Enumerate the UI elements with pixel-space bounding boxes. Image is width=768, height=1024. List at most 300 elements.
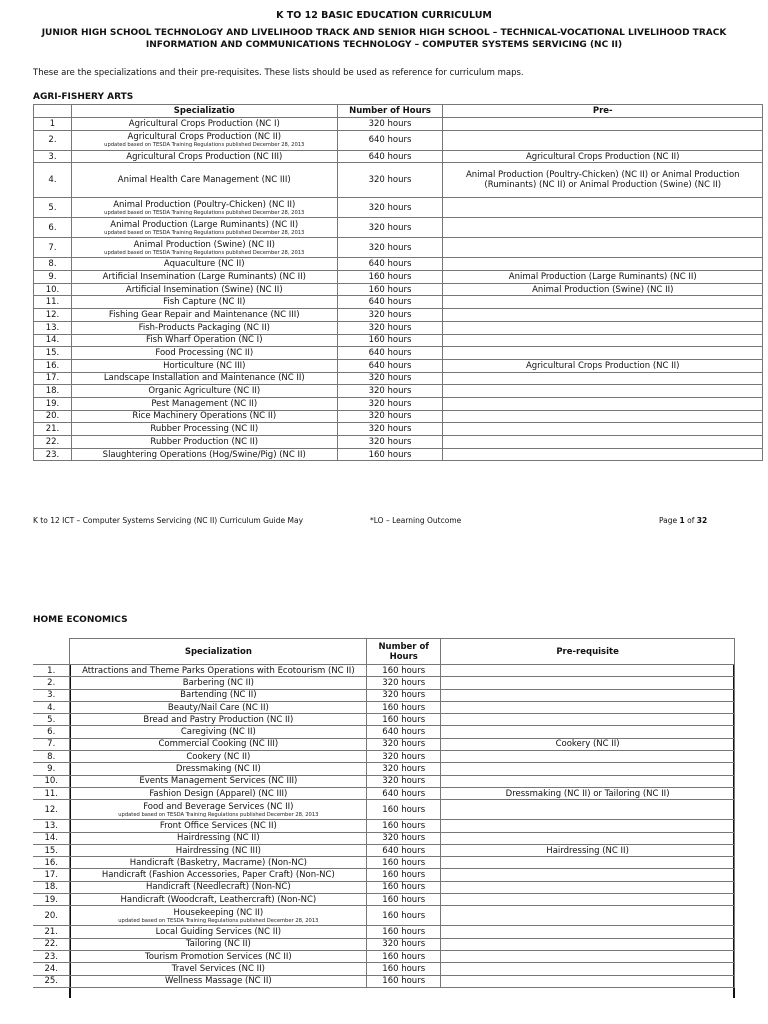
home-specialization-text: Tailoring (NC II): [185, 939, 251, 950]
subtitle-line-2: INFORMATION AND COMMUNICATIONS TECHNOLOGY – COMPUTER SYSTEMS SERVICING (NC II): [145, 39, 623, 50]
agri-cell-hours: [337, 423, 443, 436]
home-cell-number: [33, 775, 70, 787]
home-specialization-text: Local Guiding Services (NC II): [155, 926, 282, 937]
home-row: [33, 738, 735, 750]
home-hours-text: 640 hours: [382, 727, 426, 738]
agri-specialization-text: Landscape Installation and Maintenance (NC II): [103, 373, 305, 384]
agri-number-text: 9.: [48, 271, 57, 282]
agri-row: [34, 296, 763, 309]
agri-cell-hours: [337, 218, 443, 238]
agri-cell-prerequisite: [443, 296, 763, 309]
home-row: [33, 950, 735, 962]
agri-hours-text: 320 hours: [368, 222, 412, 233]
home-specialization-text: Beauty/Nail Care (NC II): [167, 702, 269, 713]
agri-row: [34, 238, 763, 258]
document-subtitle: [30, 28, 738, 51]
home-cell-hours: [367, 820, 441, 832]
home-cell-hours: [367, 832, 441, 844]
home-hours-text: 160 hours: [382, 702, 426, 713]
home-row: [33, 938, 735, 950]
home-hours-text: 320 hours: [382, 739, 426, 750]
home-cell-specialization: [70, 738, 367, 750]
agri-number-text: 6.: [48, 222, 57, 233]
agri-specialization-text: Agricultural Crops Production (NC II): [127, 132, 282, 143]
home-cell-specialization: [70, 820, 367, 832]
home-cell-number: [33, 906, 70, 926]
home-cell-prerequisite: [441, 975, 735, 987]
home-header-hours: Number of Hours: [367, 639, 441, 665]
home-specialization-text: Handicraft (Basketry, Macrame) (Non-NC): [129, 857, 307, 868]
agri-cell-number: [34, 238, 72, 258]
agri-cell-number: [34, 283, 72, 296]
home-cell-number: [33, 726, 70, 738]
agri-specialization-text: Animal Health Care Management (NC III): [117, 175, 291, 186]
agri-cell-specialization: [71, 372, 337, 385]
agri-number-text: 7.: [48, 242, 57, 253]
agri-prerequisite-text: Animal Production (Poultry-Chicken) (NC II) or Animal Production (Ruminants) (NC II) or Animal Production (Swine) (NC II): [465, 170, 740, 191]
agri-hours-text: 160 hours: [368, 271, 412, 282]
home-cell-number: [33, 975, 70, 987]
home-specialization-text: Events Management Services (NC III): [139, 776, 298, 787]
home-cell-hours: [367, 869, 441, 881]
agri-cell-hours: [337, 283, 443, 296]
home-cell-number: [33, 738, 70, 750]
home-cell-number: [33, 857, 70, 869]
agri-cell-hours: [337, 397, 443, 410]
agri-number-text: 18.: [45, 386, 60, 397]
agri-hours-text: 320 hours: [368, 411, 412, 422]
intro-text: These are the specializations and their pre-requisites. These lists should be used as reference for curriculum maps.: [33, 68, 524, 78]
agri-row: [34, 283, 763, 296]
home-cell-hours: [367, 677, 441, 689]
home-cell-prerequisite: [441, 738, 735, 750]
agri-fishery-table: [33, 104, 763, 461]
agri-specialization-text: Aquaculture (NC II): [163, 259, 245, 270]
agri-cell-number: [34, 410, 72, 423]
home-cell-specialization: [70, 894, 367, 906]
home-cell-prerequisite: [441, 950, 735, 962]
home-cell-prerequisite: [441, 665, 735, 677]
home-row: [33, 701, 735, 713]
agri-number-text: 16.: [45, 360, 60, 371]
agri-cell-hours: [337, 436, 443, 449]
home-number-text: 18.: [44, 882, 58, 893]
home-cell-prerequisite: [441, 726, 735, 738]
agri-header-specialization: Specializatio: [71, 105, 337, 118]
agri-number-text: 8.: [48, 259, 57, 270]
home-hours-text: 320 hours: [382, 776, 426, 787]
home-cell-number: [33, 701, 70, 713]
agri-heading: AGRI-FISHERY ARTS: [33, 92, 134, 102]
home-cell-specialization: [70, 787, 367, 799]
agri-cell-prerequisite: [443, 130, 763, 150]
agri-row: [34, 309, 763, 322]
agri-row: [34, 448, 763, 461]
agri-cell-prerequisite: [443, 258, 763, 271]
agri-specialization-text: Horticulture (NC III): [163, 360, 246, 371]
agri-cell-prerequisite: [443, 436, 763, 449]
home-cell-number: [33, 677, 70, 689]
home-specialization-text: Caregiving (NC II): [180, 727, 256, 738]
agri-hours-text: 640 hours: [368, 135, 412, 146]
home-hours-text: 320 hours: [382, 690, 426, 701]
agri-hours-text: 160 hours: [368, 284, 412, 295]
home-cell-prerequisite: [441, 938, 735, 950]
agri-number-text: 17.: [45, 373, 60, 384]
agri-number-text: 12.: [45, 309, 60, 320]
home-cell-hours: [367, 689, 441, 701]
agri-hours-text: 320 hours: [368, 373, 412, 384]
home-cell-specialization: [70, 726, 367, 738]
home-number-text: 13.: [44, 820, 58, 831]
home-cell-number: [33, 881, 70, 893]
agri-row: [34, 130, 763, 150]
home-cell-prerequisite: [441, 677, 735, 689]
home-row: [33, 906, 735, 926]
agri-row: [34, 321, 763, 334]
agri-cell-prerequisite: [443, 238, 763, 258]
home-hours-text: 320 hours: [382, 764, 426, 775]
home-cell-hours: [367, 665, 441, 677]
agri-cell-hours: [337, 238, 443, 258]
home-hours-text: 320 hours: [382, 677, 426, 688]
home-hours-text: 160 hours: [382, 857, 426, 868]
home-cell-specialization: [70, 665, 367, 677]
agri-cell-specialization: [71, 271, 337, 284]
agri-cell-number: [34, 163, 72, 198]
home-number-text: 17.: [44, 870, 58, 881]
agri-hours-text: 640 hours: [368, 151, 412, 162]
agri-cell-specialization: [71, 198, 337, 218]
agri-cell-specialization: [71, 218, 337, 238]
home-hours-text: 160 hours: [382, 926, 426, 937]
home-number-text: 5.: [47, 714, 56, 725]
agri-cell-number: [34, 423, 72, 436]
agri-cell-hours: [337, 198, 443, 218]
home-row: [33, 763, 735, 775]
agri-hours-text: 640 hours: [368, 259, 412, 270]
agri-specialization-text: Fish-Products Packaging (NC II): [138, 322, 270, 333]
agri-cell-specialization: [71, 118, 337, 131]
home-hours-text: 320 hours: [382, 833, 426, 844]
home-cell-specialization: [70, 714, 367, 726]
home-hours-text: 160 hours: [382, 894, 426, 905]
home-cell-prerequisite: [441, 906, 735, 926]
footer-curriculum-guide: K to 12 ICT – Computer Systems Servicing (NC II) Curriculum Guide May: [33, 516, 304, 525]
agri-cell-prerequisite: [443, 372, 763, 385]
agri-cell-hours: [337, 118, 443, 131]
agri-cell-specialization: [71, 238, 337, 258]
agri-cell-number: [34, 218, 72, 238]
home-cell-specialization: [70, 881, 367, 893]
home-hours-text: 640 hours: [382, 845, 426, 856]
home-cell-prerequisite: [441, 800, 735, 820]
home-cell-number: [33, 869, 70, 881]
agri-hours-text: 160 hours: [368, 449, 412, 460]
agri-row: [34, 198, 763, 218]
home-cell-specialization: [70, 869, 367, 881]
agri-cell-number: [34, 436, 72, 449]
home-cell-hours: [367, 701, 441, 713]
agri-cell-number: [34, 347, 72, 360]
agri-cell-prerequisite: [443, 150, 763, 163]
home-row: [33, 857, 735, 869]
agri-cell-number: [34, 271, 72, 284]
home-cell-hours: [367, 787, 441, 799]
agri-number-text: 11.: [45, 297, 60, 308]
home-cell-prerequisite: [441, 869, 735, 881]
home-cell-specialization: [70, 938, 367, 950]
home-hours-text: 160 hours: [382, 963, 426, 974]
home-number-text: 15.: [44, 845, 58, 856]
home-number-text: 11.: [44, 788, 58, 799]
home-number-text: 12.: [44, 804, 58, 815]
agri-number-text: 10.: [45, 284, 60, 295]
agri-cell-prerequisite: [443, 321, 763, 334]
home-cell-specialization: [70, 926, 367, 938]
home-cell-hours: [367, 881, 441, 893]
home-hours-text: 320 hours: [382, 939, 426, 950]
agri-hours-text: 160 hours: [368, 335, 412, 346]
home-cell-prerequisite: [441, 881, 735, 893]
home-specialization-text: Attractions and Theme Parks Operations with Ecotourism (NC II): [82, 665, 355, 676]
agri-cell-prerequisite: [443, 423, 763, 436]
agri-cell-specialization: [71, 397, 337, 410]
agri-cell-specialization: [71, 309, 337, 322]
agri-hours-text: 320 hours: [368, 309, 412, 320]
agri-update-note: updated based on TESDA Training Regulations published December 28, 2013: [104, 209, 305, 216]
agri-cell-number: [34, 296, 72, 309]
home-row: [33, 820, 735, 832]
home-row: [33, 881, 735, 893]
agri-cell-prerequisite: [443, 334, 763, 347]
home-cell-specialization: [70, 775, 367, 787]
agri-hours-text: 320 hours: [368, 424, 412, 435]
agri-prerequisite-text: Animal Production (Large Ruminants) (NC II): [508, 271, 697, 282]
home-cell-hours: [367, 963, 441, 975]
agri-specialization-text: Animal Production (Large Ruminants) (NC II): [110, 219, 299, 230]
home-cell-specialization: [70, 950, 367, 962]
home-number-text: 9.: [47, 764, 56, 775]
home-cell-number: [33, 832, 70, 844]
agri-number-text: 1: [49, 118, 56, 129]
home-number-text: 25.: [44, 976, 58, 987]
agri-cell-prerequisite: [443, 410, 763, 423]
home-specialization-text: Fashion Design (Apparel) (NC III): [149, 788, 288, 799]
agri-hours-text: 640 hours: [368, 297, 412, 308]
home-cell-prerequisite: [441, 820, 735, 832]
home-specialization-text: Food and Beverage Services (NC II): [143, 801, 294, 812]
agri-number-text: 22.: [45, 436, 60, 447]
home-specialization-text: Tourism Promotion Services (NC II): [144, 951, 292, 962]
agri-hours-text: 640 hours: [368, 348, 412, 359]
agri-cell-hours: [337, 359, 443, 372]
home-cell-hours: [367, 714, 441, 726]
home-cell-specialization: [70, 751, 367, 763]
home-number-text: 8.: [47, 751, 56, 762]
agri-cell-specialization: [71, 359, 337, 372]
home-specialization-text: Bartending (NC II): [180, 690, 257, 701]
home-specialization-text: Barbering (NC II): [182, 677, 254, 688]
agri-cell-specialization: [71, 283, 337, 296]
home-cell-specialization: [70, 689, 367, 701]
home-specialization-text: Dressmaking (NC II): [175, 764, 261, 775]
agri-row: [34, 271, 763, 284]
agri-cell-number: [34, 118, 72, 131]
agri-cell-prerequisite: [443, 448, 763, 461]
agri-row: [34, 397, 763, 410]
home-hours-text: 160 hours: [382, 910, 426, 921]
agri-specialization-text: Pest Management (NC II): [151, 398, 258, 409]
home-cell-number: [33, 894, 70, 906]
document-title: K TO 12 BASIC EDUCATION CURRICULUM: [276, 10, 492, 21]
home-cell-hours: [367, 751, 441, 763]
agri-cell-number: [34, 397, 72, 410]
home-cell-specialization: [70, 963, 367, 975]
home-row: [33, 775, 735, 787]
home-specialization-text: Wellness Massage (NC II): [165, 976, 272, 987]
home-row: [33, 677, 735, 689]
agri-number-text: 19.: [45, 398, 60, 409]
home-cell-specialization: [70, 857, 367, 869]
home-cell-hours: [367, 926, 441, 938]
agri-hours-text: 320 hours: [368, 202, 412, 213]
agri-specialization-text: Animal Production (Swine) (NC II): [133, 239, 275, 250]
agri-prerequisite-text: Animal Production (Swine) (NC II): [532, 284, 674, 295]
home-specialization-text: Front Office Services (NC II): [159, 820, 277, 831]
agri-cell-specialization: [71, 347, 337, 360]
agri-cell-prerequisite: [443, 271, 763, 284]
agri-hours-text: 320 hours: [368, 175, 412, 186]
agri-number-text: 5.: [48, 202, 57, 213]
home-cell-number: [33, 665, 70, 677]
home-number-text: 14.: [44, 833, 58, 844]
agri-prerequisite-text: Agricultural Crops Production (NC II): [525, 360, 680, 371]
home-prerequisite-text: Cookery (NC II): [555, 739, 620, 750]
agri-cell-hours: [337, 309, 443, 322]
home-row: [33, 689, 735, 701]
home-cell-specialization: [70, 763, 367, 775]
agri-specialization-text: Rubber Processing (NC II): [150, 424, 259, 435]
agri-cell-hours: [337, 385, 443, 398]
home-cell-number: [33, 763, 70, 775]
agri-cell-hours: [337, 347, 443, 360]
agri-cell-prerequisite: [443, 218, 763, 238]
agri-specialization-text: Agricultural Crops Production (NC I): [128, 118, 280, 129]
home-cell-specialization: [70, 844, 367, 856]
home-cell-prerequisite: [441, 926, 735, 938]
agri-cell-specialization: [71, 436, 337, 449]
home-hours-text: 160 hours: [382, 976, 426, 987]
agri-specialization-text: Artificial Insemination (Large Ruminants) (NC II): [102, 271, 306, 282]
home-cell-specialization: [70, 701, 367, 713]
home-cell-hours: [367, 975, 441, 987]
home-row: [33, 665, 735, 677]
agri-hours-text: 640 hours: [368, 360, 412, 371]
agri-cell-prerequisite: [443, 397, 763, 410]
home-specialization-text: Travel Services (NC II): [171, 963, 265, 974]
footer-page-number: Page 1 of 32: [659, 516, 708, 525]
agri-cell-number: [34, 334, 72, 347]
agri-update-note: updated based on TESDA Training Regulations published December 28, 2013: [104, 229, 305, 236]
home-cell-hours: [367, 906, 441, 926]
home-update-note: updated based on TESDA Training Regulations published December 28, 2013: [118, 917, 319, 924]
agri-cell-number: [34, 372, 72, 385]
agri-update-note: updated based on TESDA Training Regulations published December 28, 2013: [104, 249, 305, 256]
agri-cell-specialization: [71, 296, 337, 309]
home-number-text: 10.: [44, 776, 58, 787]
home-cell-number: [33, 950, 70, 962]
agri-row: [34, 347, 763, 360]
agri-hours-text: 320 hours: [368, 386, 412, 397]
agri-cell-specialization: [71, 150, 337, 163]
agri-row: [34, 150, 763, 163]
home-number-text: 2.: [47, 677, 56, 688]
agri-cell-specialization: [71, 410, 337, 423]
agri-row: [34, 258, 763, 271]
agri-number-text: 13.: [45, 322, 60, 333]
agri-cell-number: [34, 385, 72, 398]
home-cell-number: [33, 714, 70, 726]
home-cell-prerequisite: [441, 701, 735, 713]
agri-number-text: 20.: [45, 411, 60, 422]
home-specialization-text: Hairdressing (NC III): [175, 845, 261, 856]
home-cell-hours: [367, 938, 441, 950]
home-row: [33, 869, 735, 881]
agri-cell-number: [34, 130, 72, 150]
home-cell-prerequisite: [441, 832, 735, 844]
home-cell-hours: [367, 894, 441, 906]
agri-cell-prerequisite: [443, 198, 763, 218]
home-specialization-text: Housekeeping (NC II): [173, 907, 264, 918]
home-row: [33, 714, 735, 726]
home-number-text: 3.: [47, 690, 56, 701]
home-cell-hours: [367, 738, 441, 750]
subtitle-line-1: JUNIOR HIGH SCHOOL TECHNOLOGY AND LIVELIHOOD TRACK AND SENIOR HIGH SCHOOL – TECHNICAL-VOCATIONAL LIVELIHOOD TRACK: [41, 28, 727, 38]
agri-hours-text: 320 hours: [368, 242, 412, 253]
home-cell-prerequisite: [441, 894, 735, 906]
footer-lo-note: *LO – Learning Outcome: [370, 516, 462, 525]
agri-cell-prerequisite: [443, 309, 763, 322]
agri-cell-number: [34, 448, 72, 461]
home-cell-hours: [367, 800, 441, 820]
agri-specialization-text: Animal Production (Poultry-Chicken) (NC II): [113, 199, 296, 210]
agri-cell-specialization: [71, 334, 337, 347]
home-number-text: 7.: [47, 739, 56, 750]
home-hours-text: 160 hours: [382, 870, 426, 881]
home-row: [33, 800, 735, 820]
agri-cell-hours: [337, 410, 443, 423]
home-specialization-text: Hairdressing (NC II): [177, 833, 260, 844]
agri-cell-number: [34, 321, 72, 334]
agri-specialization-text: Organic Agriculture (NC II): [148, 386, 261, 397]
agri-row: [34, 334, 763, 347]
agri-row: [34, 423, 763, 436]
agri-number-text: 4.: [48, 175, 57, 186]
home-row: [33, 787, 735, 799]
agri-update-note: updated based on TESDA Training Regulations published December 28, 2013: [104, 142, 305, 149]
home-hours-text: 160 hours: [382, 951, 426, 962]
agri-number-text: 14.: [45, 335, 60, 346]
agri-cell-number: [34, 309, 72, 322]
agri-hours-text: 320 hours: [368, 436, 412, 447]
home-cell-hours: [367, 950, 441, 962]
home-prerequisite-text: Dressmaking (NC II) or Tailoring (NC II): [505, 788, 670, 799]
agri-cell-hours: [337, 163, 443, 198]
home-row: [33, 963, 735, 975]
agri-specialization-text: Slaughtering Operations (Hog/Swine/Pig) (NC II): [102, 449, 306, 460]
home-cell-number: [33, 963, 70, 975]
